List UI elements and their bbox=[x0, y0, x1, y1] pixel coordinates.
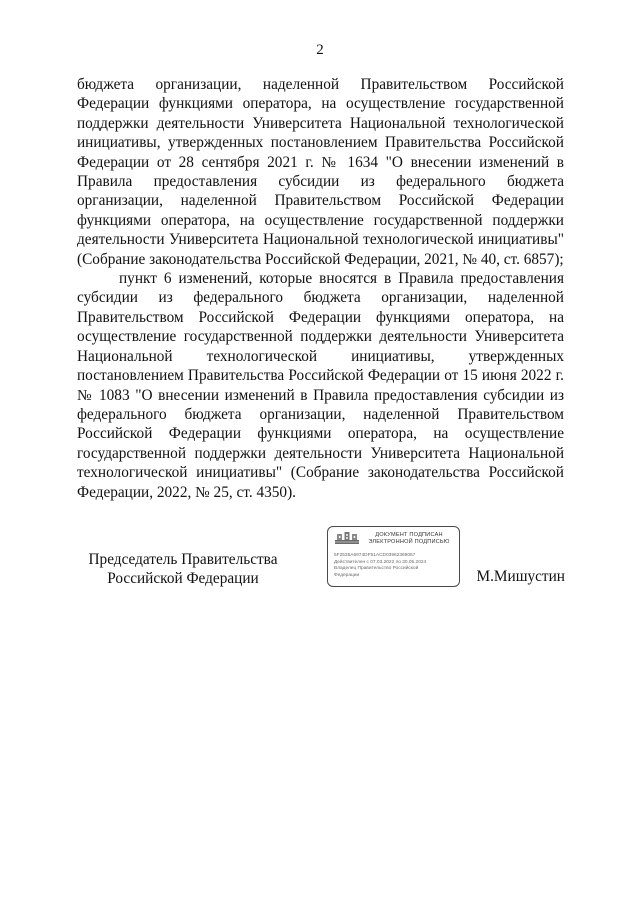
stamp-validity: Действителен с 07.03.2022 по 30.05.2024 bbox=[334, 559, 427, 565]
signatory-position-line2: Российской Федерации bbox=[107, 570, 259, 588]
paragraph-item-6: пункт 6 изменений, которые вносятся в Правила предоставления субсидии из федерального бюджета организации, наделенной Правительством Российской Федерации функциями оператора, на осуществление государственной поддержки деятельности Университета Национальной технологической инициативы, утвержденных постановлением Правительства Российской Федерации от 15 июня 2022 г. № 1083 "О внесении изменений в Правила предоставления субсидии из федерального бюджета организации, наделенной Правительством Российской Федерации функциями оператора, на осуществление государственной поддержки деятельности Университета Национальной технологической инициативы" (Собрание законодательства Российской Федерации, 2022, № 25, ст. 4350). bbox=[77, 270, 564, 501]
stamp-owner-line1: Владелец Правительство Российской bbox=[334, 566, 419, 572]
stamp-certificate: 5F2535A6974DF51ACD03962369057 bbox=[334, 553, 416, 558]
stamp-details bbox=[334, 553, 426, 579]
stamp-owner-line2: Федерации bbox=[334, 572, 360, 578]
page-number: 2 bbox=[316, 42, 324, 58]
stamp-heading-line2: ЭЛЕКТРОННОЙ ПОДПИСЬЮ bbox=[368, 539, 450, 545]
signatory-name: М.Мишустин bbox=[476, 568, 565, 585]
paragraph-continuation: бюджета организации, наделенной Правительством Российской Федерации функциями оператора, на осуществление государственной поддержки деятельности Университета Национальной технологической инициативы, утвержденных постановлением Правительства Российской Федерации от 28 сентября 2021 г. № 1634 "О внесении изменений в Правила предоставления субсидии из федерального бюджета организации, наделенной Правительством Российской Федерации функциями оператора, на осуществление государственной поддержки деятельности Университета Национальной технологической инициативы" (Собрание законодательства Российской Федерации, 2021, № 40, ст. 6857); bbox=[77, 76, 564, 268]
signatory-position bbox=[78, 550, 288, 589]
document-body bbox=[77, 75, 564, 502]
electronic-signature-stamp bbox=[327, 526, 460, 587]
coat-of-arms-emblem-icon bbox=[334, 531, 360, 545]
stamp-heading-line1: ДОКУМЕНТ ПОДПИСАН bbox=[375, 532, 443, 538]
stamp-heading bbox=[360, 532, 458, 546]
signatory-position-line1: Председатель Правительства bbox=[88, 551, 278, 568]
